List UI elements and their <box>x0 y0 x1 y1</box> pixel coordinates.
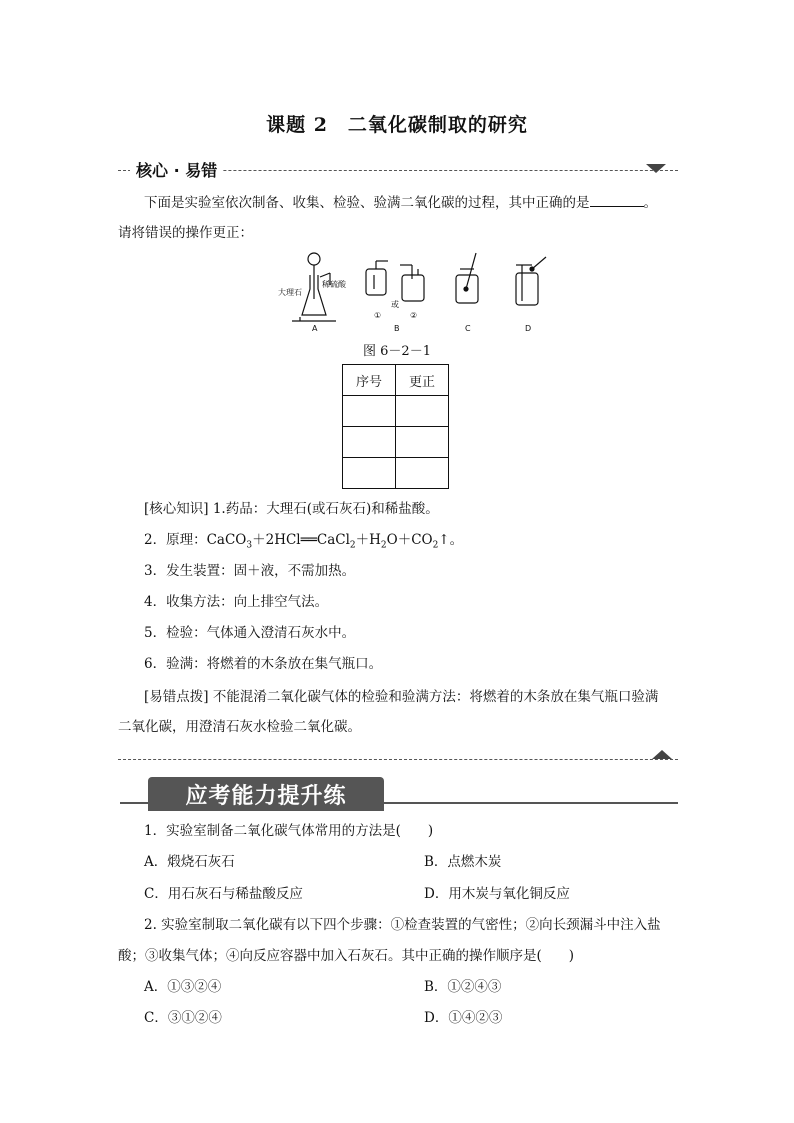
label-marble: 大理石 <box>278 288 302 297</box>
q2-option-b[interactable]: B．①②④③ <box>424 979 502 995</box>
label-circle-2: ② <box>410 311 418 320</box>
label-acid: 稀硫酸 <box>322 280 346 289</box>
apparatus-d <box>516 257 546 305</box>
q1-option-c[interactable]: C．用石灰石与稀盐酸反应 <box>144 886 303 902</box>
q2-option-d[interactable]: D．①④②③ <box>424 1010 503 1026</box>
q1-option-a[interactable]: A．煅烧石灰石 <box>144 854 235 870</box>
label-a: A <box>312 324 318 333</box>
question-line-2: 请将错误的操作更正： <box>118 225 253 241</box>
question-line-1 <box>144 192 657 214</box>
q1-stem: 1．实验室制备二氧化碳气体常用的方法是( ) <box>144 823 434 839</box>
equation-part: ＋H <box>355 532 381 548</box>
knowledge-item-3: 3．发生装置：固＋液，不需加热。 <box>144 563 356 579</box>
label-c: C <box>465 324 471 333</box>
label-or: 或 <box>391 300 399 309</box>
label-b: B <box>394 324 400 333</box>
equation-subscript: 2 <box>349 540 356 551</box>
table-row <box>343 458 449 489</box>
banner-title: 应考能力提升练 <box>185 784 347 809</box>
tip-line-1: [易错点拨] 不能混淆二氧化碳气体的检验和验满方法：将燃着的木条放在集气瓶口验满 <box>144 689 659 705</box>
section-heading: 核心 · 易错 <box>130 158 223 181</box>
label-d: D <box>525 324 532 333</box>
apparatus-figure <box>270 245 570 337</box>
knowledge-item-4: 4．收集方法：向上排空气法。 <box>144 594 329 610</box>
answer-blank[interactable] <box>590 192 644 207</box>
equation-part: ＋2HCl══CaCl <box>252 532 350 548</box>
label-circle-1: ① <box>374 311 382 320</box>
apparatus-c <box>456 253 478 303</box>
apparatus-b1 <box>366 261 388 295</box>
knowledge-item-2 <box>144 529 463 557</box>
equation-subscript: 2 <box>380 540 387 551</box>
knowledge-item-5: 5．检验：气体通入澄清石灰水中。 <box>144 625 356 641</box>
equation-subscript: 3 <box>246 540 253 551</box>
equation-part: ↑。 <box>438 532 464 548</box>
q1-option-b[interactable]: B．点燃木炭 <box>424 854 502 870</box>
knowledge-item-1: [核心知识] 1.药品：大理石(或石灰石)和稀盐酸。 <box>144 501 439 517</box>
page-title: 课题 2 二氧化碳制取的研究 <box>266 114 528 136</box>
q2-option-a[interactable]: A．①③②④ <box>144 979 222 995</box>
table-cell[interactable] <box>343 396 396 427</box>
table-cell[interactable] <box>396 396 449 427</box>
q2-option-c[interactable]: C．③①②④ <box>144 1010 222 1026</box>
table-cell[interactable] <box>396 458 449 489</box>
equation-part: 2．原理：CaCO <box>144 532 247 548</box>
q1-option-d[interactable]: D．用木炭与氧化铜反应 <box>424 886 570 902</box>
equation-part: O＋CO <box>386 532 433 548</box>
knowledge-item-6: 6．验满：将燃着的木条放在集气瓶口。 <box>144 656 383 672</box>
section-end-marker-icon <box>652 750 672 759</box>
table-cell[interactable] <box>396 427 449 458</box>
equation-subscript: 2 <box>432 540 439 551</box>
section-marker-icon <box>646 164 666 173</box>
table-row <box>343 396 449 427</box>
section-end-divider <box>118 759 678 760</box>
question-end: 。 <box>643 195 657 211</box>
table-cell[interactable] <box>343 427 396 458</box>
q2-stem-line-1: 2. 实验室制取二氧化碳有以下四个步骤：①检查装置的气密性；②向长颈漏斗中注入盐 <box>144 917 661 933</box>
tip-line-2: 二氧化碳，用澄清石灰水检验二氧化碳。 <box>118 719 361 735</box>
correction-table <box>342 364 449 489</box>
table-cell[interactable] <box>343 458 396 489</box>
q2-stem-line-2: 酸；③收集气体；④向反应容器中加入石灰石。其中正确的操作顺序是( ) <box>118 948 575 964</box>
apparatus-b2 <box>400 265 424 301</box>
table-header-number: 序号 <box>343 365 396 396</box>
table-row <box>343 427 449 458</box>
table-header-correction: 更正 <box>396 365 449 396</box>
figure-caption: 图 6－2－1 <box>363 344 431 359</box>
question-text: 下面是实验室依次制备、收集、检验、验满二氧化碳的过程，其中正确的是 <box>144 195 590 211</box>
